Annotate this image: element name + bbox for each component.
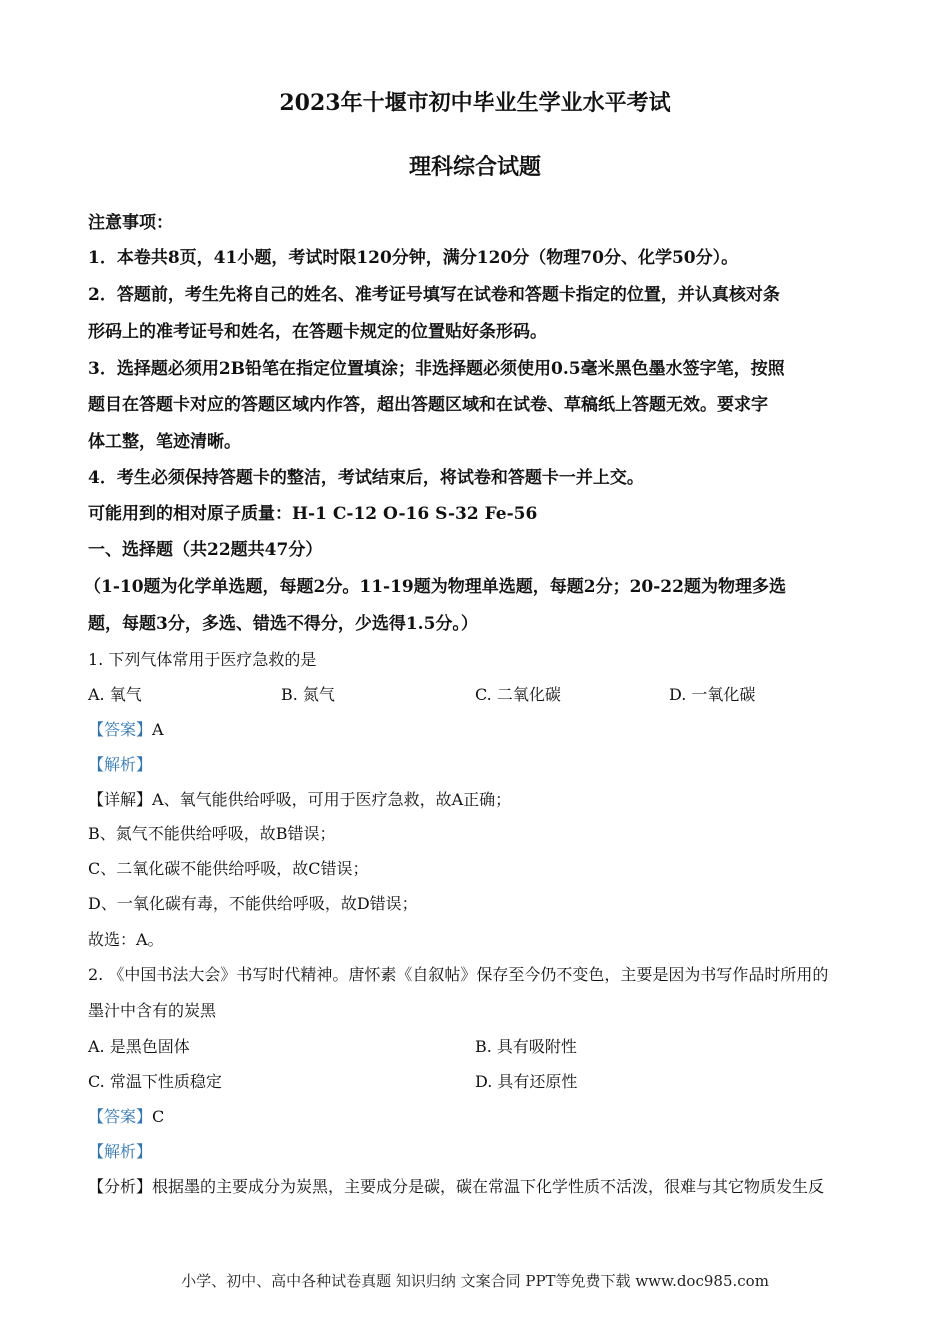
notice-item-2-line-2: 形码上的准考证号和姓名，在答题卡规定的位置贴好条形码。 xyxy=(88,322,547,342)
q1-analysis-tag: 【解析】 xyxy=(88,755,153,774)
section-desc-line-2: 题，每题3分，多选、错选不得分，少选得1.5分。） xyxy=(88,614,478,634)
q1-detail-line-1 xyxy=(88,787,868,810)
q2-answer-value: C xyxy=(152,1107,165,1126)
notice-item-2-line-1: 2．答题前，考生先将自己的姓名、准考证号填写在试卷和答题卡指定的位置，并认真核对条 xyxy=(88,285,780,305)
exam-title: 2023年十堰市初中毕业生学业水平考试 xyxy=(279,90,671,116)
notice-item-4: 4．考生必须保持答题卡的整洁，考试结束后，将试卷和答题卡一并上交。 xyxy=(88,468,644,488)
q1-detail-text: A、氧气能供给呼吸，可用于医疗急救，故A正确； xyxy=(152,790,512,809)
notice-item-1: 1．本卷共8页，41小题，考试时限120分钟，满分120分（物理70分、化学50分）。 xyxy=(88,248,739,268)
q1-option-a: A. 氧气 xyxy=(88,685,142,704)
q1-option-d: D. 一氧化碳 xyxy=(669,685,756,704)
section-desc-line-1: （1-10题为化学单选题，每题2分。11-19题为物理单选题，每题2分；20-22题为物理多选 xyxy=(84,577,786,597)
q1-conclusion: 故选：A。 xyxy=(88,930,164,949)
q2-option-a: A. 是黑色固体 xyxy=(88,1037,190,1056)
section-heading: 一、选择题（共22题共47分） xyxy=(88,540,323,560)
notice-item-3-line-3: 体工整，笔迹清晰。 xyxy=(88,432,241,452)
q1-option-b: B. 氮气 xyxy=(281,685,335,704)
q1-stem: 1. 下列气体常用于医疗急救的是 xyxy=(88,650,317,669)
q2-option-c: C. 常温下性质稳定 xyxy=(88,1072,222,1091)
atomic-mass-line: 可能用到的相对原子质量：H-1 C-12 O-16 S-32 Fe-56 xyxy=(88,504,538,524)
notice-item-3-line-1: 3．选择题必须用2B铅笔在指定位置填涂；非选择题必须使用0.5毫米黑色墨水签字笔，按照 xyxy=(88,359,785,379)
q1-detail-line-4: D、一氧化碳有毒，不能供给呼吸，故D错误； xyxy=(88,894,418,913)
notice-heading: 注意事项： xyxy=(88,213,173,233)
q2-answer xyxy=(88,1104,868,1127)
q2-stem-line-2: 墨汁中含有的炭黑 xyxy=(88,1001,217,1020)
q2-answer-tag: 【答案】 xyxy=(88,1107,153,1126)
q2-analysis2-text: 根据墨的主要成分为炭黑，主要成分是碳，碳在常温下化学性质不活泼，很难与其它物质发生反 xyxy=(152,1177,825,1196)
q1-answer-tag: 【答案】 xyxy=(88,720,153,739)
page-footer: 小学、初中、高中各种试卷真题 知识归纳 文案合同 PPT等免费下载 www.doc985.com xyxy=(181,1272,769,1290)
exam-subtitle: 理科综合试题 xyxy=(408,154,541,180)
q2-analysis2-tag: 【分析】 xyxy=(88,1177,153,1196)
q2-analysis-tag: 【解析】 xyxy=(88,1142,153,1161)
q1-detail-tag: 【详解】 xyxy=(88,790,153,809)
q2-option-d: D. 具有还原性 xyxy=(475,1072,578,1091)
q2-stem-line-1: 2. 《中国书法大会》书写时代精神。唐怀素《自叙帖》保存至今仍不变色，主要是因为书写作品时所用的 xyxy=(88,965,829,984)
notice-item-3-line-2: 题目在答题卡对应的答题区域内作答，超出答题区域和在试卷、草稿纸上答题无效。要求字 xyxy=(88,395,768,415)
q2-analysis-line xyxy=(88,1174,868,1197)
q2-option-b: B. 具有吸附性 xyxy=(475,1037,577,1056)
q1-answer-value: A xyxy=(152,720,164,739)
q1-detail-line-3: C、二氧化碳不能供给呼吸，故C错误； xyxy=(88,859,369,878)
q1-detail-line-2: B、氮气不能供给呼吸，故B错误； xyxy=(88,824,336,843)
q1-option-c: C. 二氧化碳 xyxy=(475,685,561,704)
q1-answer xyxy=(88,717,868,740)
